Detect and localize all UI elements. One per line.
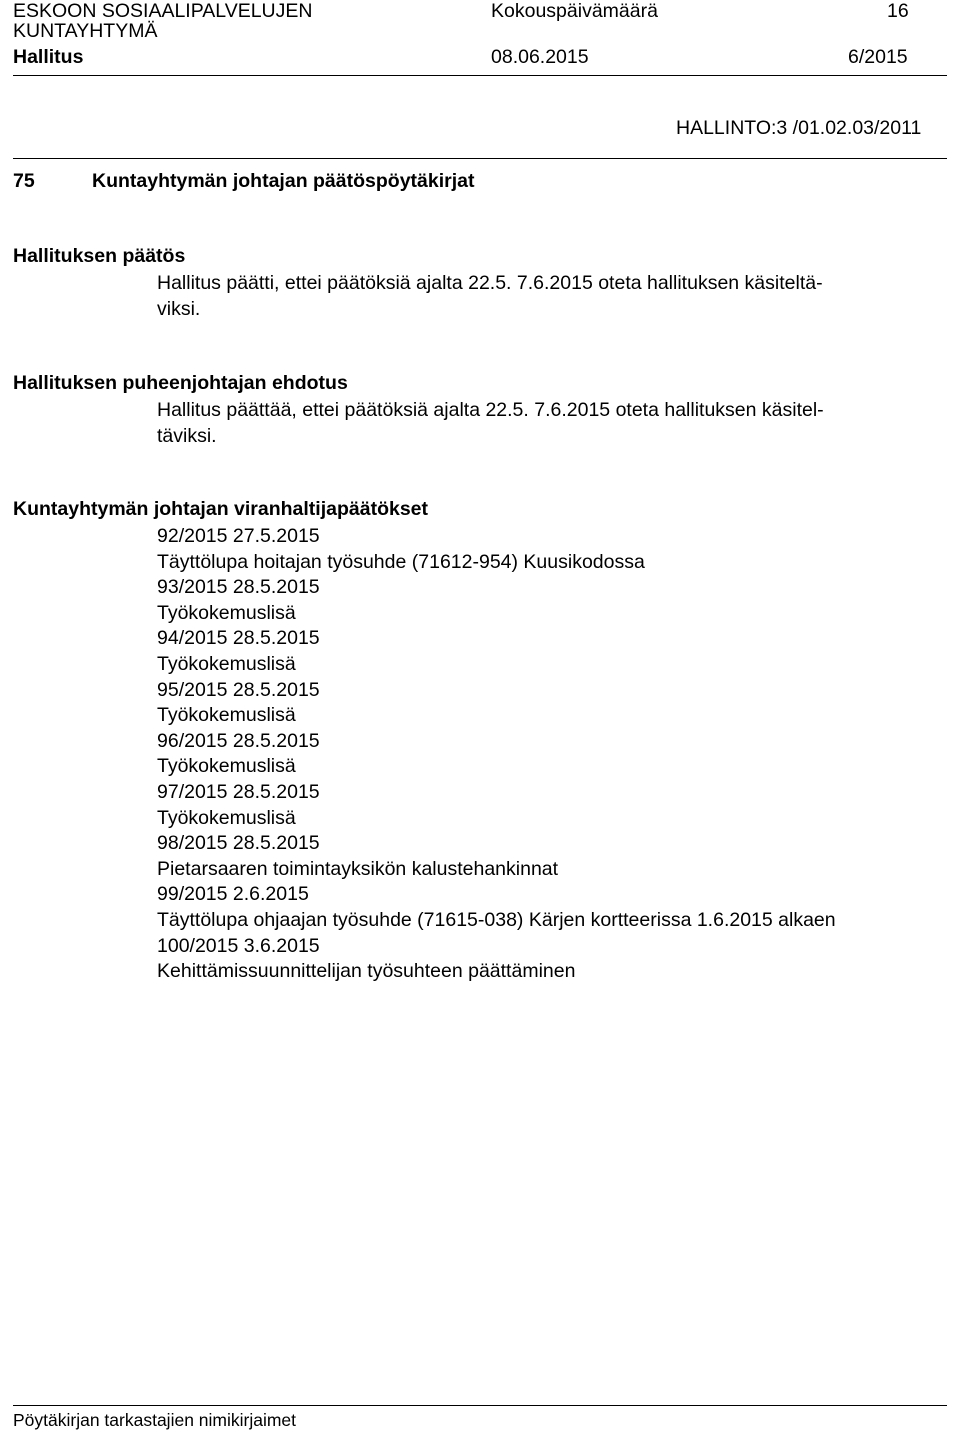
proposal-line: täviksi. — [157, 425, 217, 447]
record-id: HALLINTO:3 /01.02.03/2011 — [676, 117, 922, 139]
document-type: Kokouspäivämäärä — [491, 0, 658, 22]
meeting-number: 6/2015 — [848, 46, 908, 68]
decision-number-date: 99/2015 2.6.2015 — [157, 883, 309, 906]
section-number: 75 — [13, 170, 35, 192]
decision-subject: Pietarsaaren toimintayksikön kalustehankinnat — [157, 857, 559, 880]
decision-number-date: 96/2015 28.5.2015 — [157, 729, 320, 752]
proposal-line: Hallitus päättää, ettei päätöksiä ajalta 22.5. 7.6.2015 oteta hallituksen käsitel- — [157, 399, 824, 421]
proposal-text — [157, 397, 947, 449]
decision-subject: Työkokemuslisä — [157, 601, 296, 624]
section-title: Kuntayhtymän johtajan päätöspöytäkirjat — [92, 170, 475, 192]
decision-subject: Työkokemuslisä — [157, 755, 296, 778]
body-name: Hallitus — [13, 46, 84, 68]
page-number: 16 — [887, 0, 909, 22]
footer-divider — [13, 1405, 947, 1406]
signature-label: Pöytäkirjan tarkastajien nimikirjaimet — [13, 1410, 297, 1430]
decision-number-date: 95/2015 28.5.2015 — [157, 678, 320, 701]
decision-subject: Täyttölupa ohjaajan työsuhde (71615-038) Kärjen kortteerissa 1.6.2015 alkaen — [157, 908, 836, 931]
decision-number-date: 100/2015 3.6.2015 — [157, 934, 320, 957]
decision-subject: Työkokemuslisä — [157, 652, 296, 675]
official-decisions-list — [157, 523, 947, 984]
decision-line: Hallitus päätti, ettei päätöksiä ajalta 22.5. 7.6.2015 oteta hallituksen käsiteltä- — [157, 272, 823, 294]
decision-subject: Täyttölupa hoitajan työsuhde (71612-954) Kuusikodossa — [157, 550, 645, 573]
decision-subject: Kehittämissuunnittelijan työsuhteen päättäminen — [157, 960, 576, 983]
decision-line: viksi. — [157, 298, 201, 320]
decision-number-date: 94/2015 28.5.2015 — [157, 627, 320, 650]
decision-subject: Työkokemuslisä — [157, 704, 296, 727]
decision-number-date: 98/2015 28.5.2015 — [157, 832, 320, 855]
decision-heading: Hallituksen päätös — [13, 245, 186, 267]
proposal-heading: Hallituksen puheenjohtajan ehdotus — [13, 372, 348, 394]
section-divider — [13, 158, 947, 159]
decision-number-date: 93/2015 28.5.2015 — [157, 576, 320, 599]
organization-name: ESKOON SOSIAALIPALVELUJEN — [13, 0, 313, 22]
decision-number-date: 92/2015 27.5.2015 — [157, 525, 320, 547]
official-decisions-heading: Kuntayhtymän johtajan viranhaltijapäätökset — [13, 498, 429, 520]
decision-number-date: 97/2015 28.5.2015 — [157, 780, 320, 803]
meeting-date: 08.06.2015 — [491, 46, 589, 68]
decision-subject: Työkokemuslisä — [157, 806, 296, 829]
organization-name-line2: KUNTAYHTYMÄ — [13, 20, 158, 42]
decision-text — [157, 270, 947, 322]
header-divider — [13, 75, 947, 76]
